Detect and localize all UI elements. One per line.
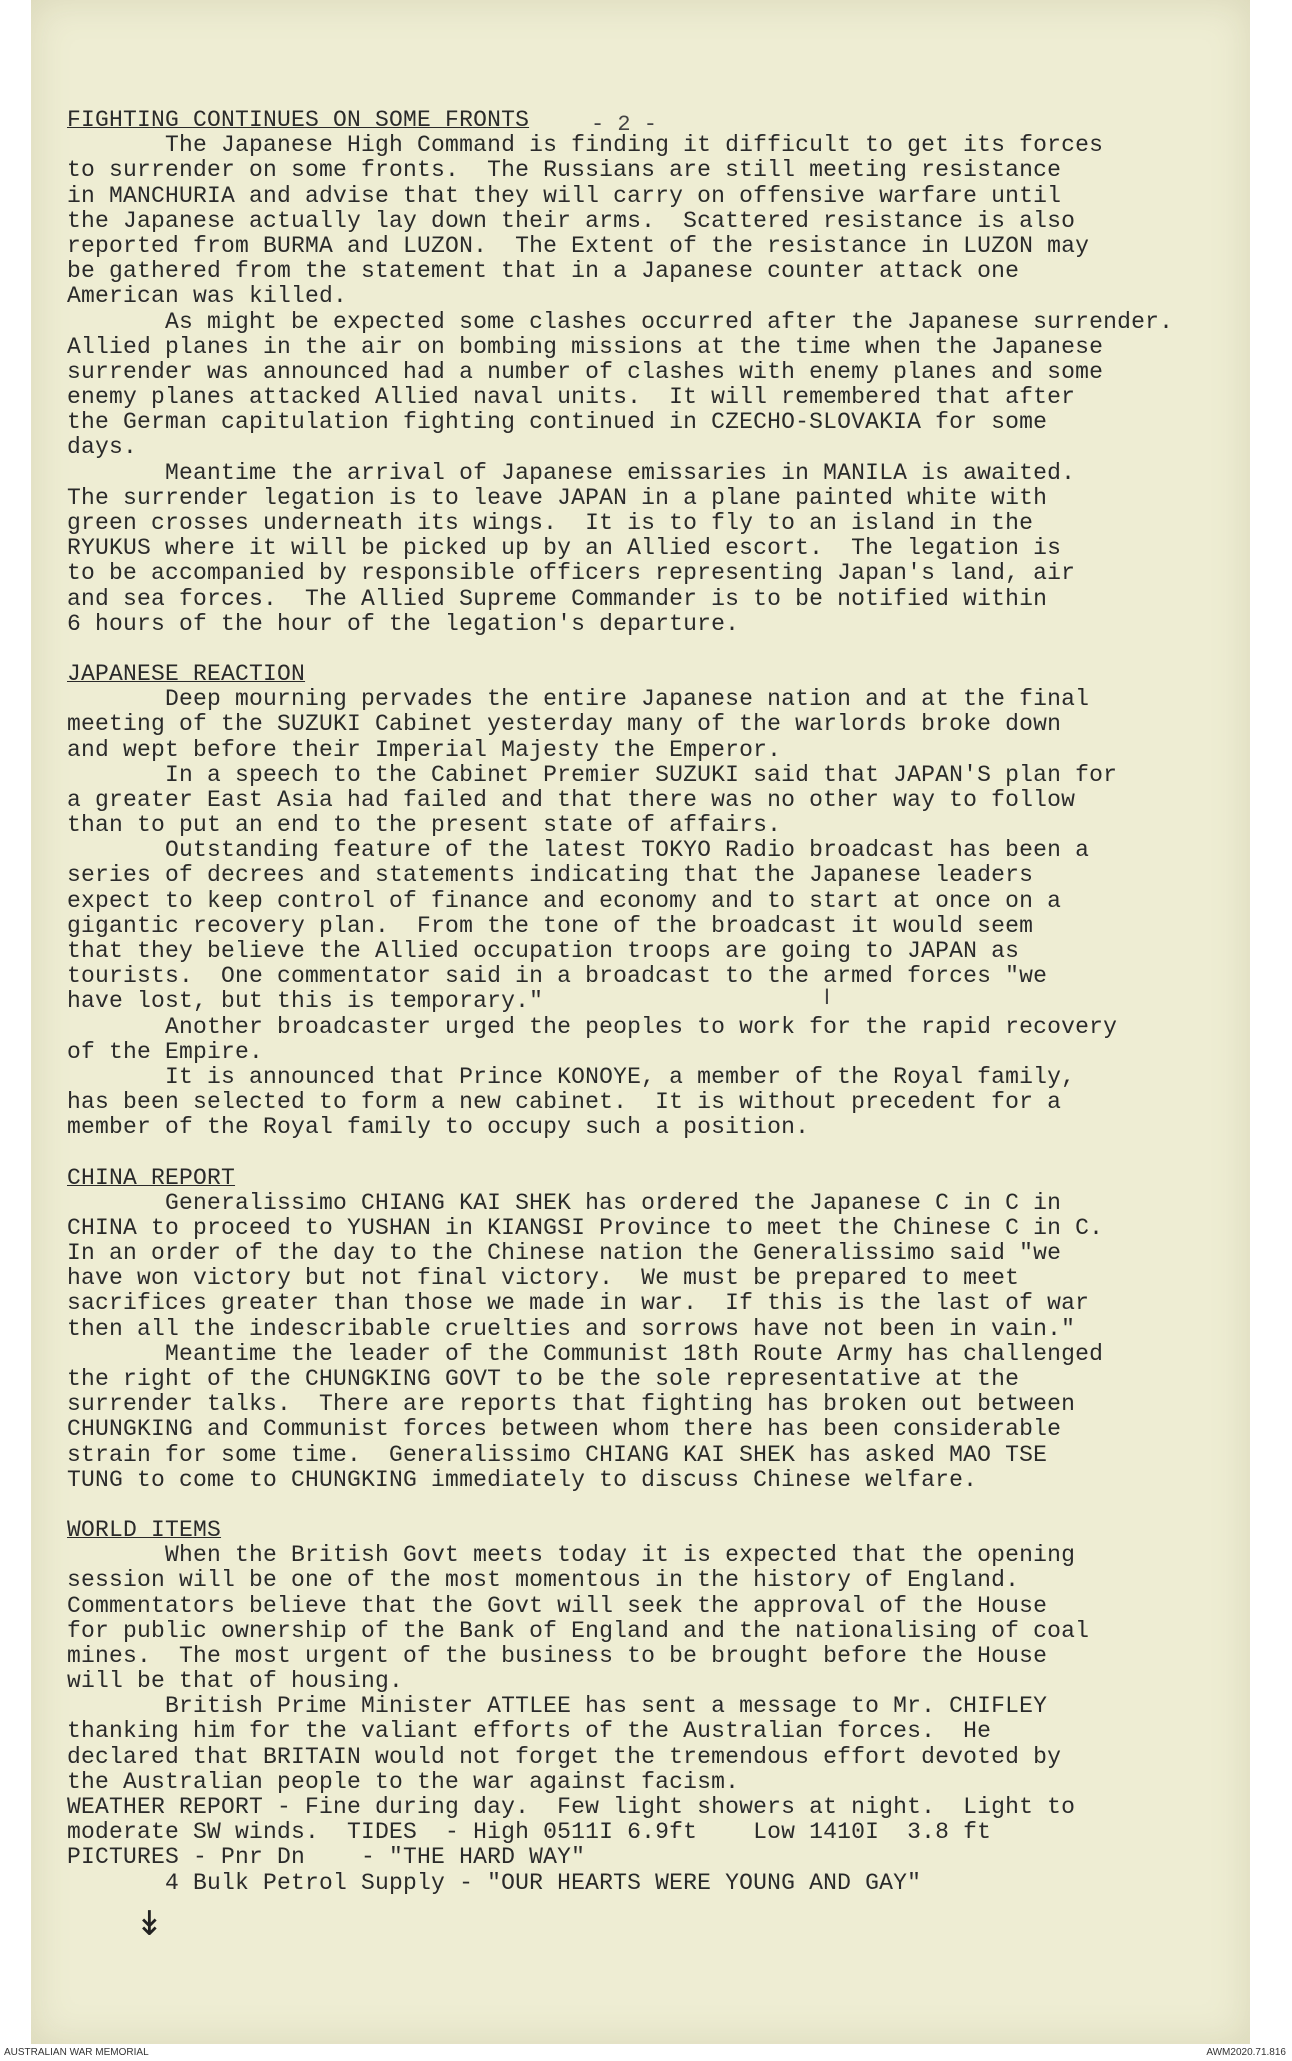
section-text (67, 1191, 1217, 1493)
text-line: As might be expected some clashes occurred after the Japanese surrender. (67, 308, 1174, 335)
section-heading: FIGHTING CONTINUES ON SOME FRONTS (67, 107, 530, 133)
spacer (67, 1141, 1217, 1166)
archive-name: AUSTRALIAN WAR MEMORIAL (4, 2047, 149, 2058)
section-heading: CHINA REPORT (67, 1164, 236, 1191)
text-line: the right of the CHUNGKING GOVT to be the sole representative at the (67, 1366, 1020, 1392)
text-line: sacrifices greater than those we made in war. If this is the last of war (67, 1290, 1090, 1317)
text-line: In an order of the day to the Chinese nation the Generalissimo said "we (67, 1240, 1062, 1267)
text-line: days. (67, 434, 138, 461)
archive-reference: AWM2020.71.816 (1206, 2047, 1286, 2058)
text-line: and wept before their Imperial Majesty the Emperor. (67, 736, 782, 763)
text-line: declared that BRITAIN would not forget the tremendous effort devoted by (67, 1743, 1062, 1770)
text-line: have lost, but this is temporary." (67, 988, 544, 1015)
text-line: Allied planes in the air on bombing missions at the time when the Japanese (67, 333, 1104, 360)
text-line: TUNG to come to CHUNGKING immediately to discuss Chinese welfare. (67, 1466, 978, 1493)
text-line: for public ownership of the Bank of England and the nationalising of coal (67, 1617, 1090, 1644)
text-line: 4 Bulk Petrol Supply - "OUR HEARTS WERE YOUNG AND GAY" (67, 1869, 922, 1896)
text-line: a greater East Asia had failed and that there was no other way to follow (67, 786, 1076, 813)
text-line: PICTURES - Pnr Dn - "THE HARD WAY" (67, 1844, 586, 1871)
text-line: The surrender legation is to leave JAPAN in a plane painted white with (67, 484, 1048, 511)
text-line: It is announced that Prince KONOYE, a member of the Royal family, (67, 1063, 1076, 1090)
text-line: British Prime Minister ATTLEE has sent a message to Mr. CHIFLEY (67, 1693, 1048, 1720)
text-line: When the British Govt meets today it is expected that the opening (67, 1542, 1076, 1569)
text-line: meeting of the SUZUKI Cabinet yesterday many of the warlords broke down (67, 711, 1062, 738)
text-line: reported from BURMA and LUZON. The Extent of the resistance in LUZON may (67, 232, 1090, 259)
text-line: Commentators believe that the Govt will seek the approval of the House (67, 1592, 1048, 1619)
text-line: Meantime the arrival of Japanese emissaries in MANILA is awaited. (67, 459, 1076, 486)
text-line: Generalissimo CHIANG KAI SHEK has ordered the Japanese C in C in (67, 1189, 1062, 1216)
text-line: series of decrees and statements indicating that the Japanese leaders (67, 862, 1034, 889)
section-world-items (67, 1518, 1217, 1896)
page-number: - 2 - (591, 112, 658, 137)
text-line: will be that of housing. (67, 1668, 404, 1695)
section-text (67, 133, 1217, 637)
text-line: and sea forces. The Allied Supreme Commander is to be notified within (67, 585, 1048, 612)
section-text (67, 1543, 1217, 1896)
text-line: to surrender on some fronts. The Russians are still meeting resistance (67, 157, 1062, 184)
section-heading: WORLD ITEMS (67, 1516, 222, 1543)
text-line: has been selected to form a new cabinet. It is without precedent for a (67, 1089, 1062, 1116)
text-line: RYUKUS where it will be picked up by an Allied escort. The legation is (67, 535, 1062, 562)
section-china-report (67, 1166, 1217, 1493)
text-line: the German capitulation fighting continued in CZECHO-SLOVAKIA for some (67, 409, 1048, 436)
section-japanese-reaction (67, 662, 1217, 1141)
text-line: Deep mourning pervades the entire Japanese nation and at the final (67, 686, 1090, 713)
text-line: thanking him for the valiant efforts of the Australian forces. He (67, 1718, 992, 1745)
text-line: be gathered from the statement that in a Japanese counter attack one (67, 258, 1020, 285)
spacer (67, 637, 1217, 662)
text-line: CHINA to proceed to YUSHAN in KIANGSI Province to meet the Chinese C in C. (67, 1214, 1104, 1241)
text-line: moderate SW winds. TIDES - High 0511I 6.9ft Low 1410I 3.8 ft (67, 1819, 992, 1846)
section-text (67, 687, 1217, 1140)
document-sheet (31, 0, 1250, 2044)
text-line: strain for some time. Generalissimo CHIANG KAI SHEK has asked MAO TSE (67, 1441, 1048, 1468)
text-line: have won victory but not final victory. We must be prepared to meet (67, 1265, 1020, 1292)
text-line: member of the Royal family to occupy such a position. (67, 1114, 810, 1141)
text-line: session will be one of the most momentous in the history of England. (67, 1567, 1020, 1594)
text-line: In a speech to the Cabinet Premier SUZUKI said that JAPAN'S plan for (67, 761, 1118, 788)
spacer (67, 1493, 1217, 1518)
text-line: green crosses underneath its wings. It is to fly to an island in the (67, 510, 1034, 536)
text-line: then all the indescribable cruelties and sorrows have not been in vain." (67, 1315, 1076, 1342)
text-line: the Australian people to the war against facism. (67, 1768, 740, 1795)
text-line: Another broadcaster urged the peoples to work for the rapid recovery (67, 1013, 1118, 1040)
text-line: to be accompanied by responsible officers representing Japan's land, air (67, 560, 1076, 587)
text-line: 6 hours of the hour of the legation's departure. (67, 610, 740, 637)
text-line: in MANCHURIA and advise that they will carry on offensive warfare until (67, 182, 1062, 209)
text-line: enemy planes attacked Allied naval units. It will remembered that after (67, 384, 1076, 411)
text-line: WEATHER REPORT - Fine during day. Few light showers at night. Light to (67, 1794, 1076, 1820)
archive-footer (0, 2044, 1292, 2061)
hand-drawn-arrow-icon: ↡ (135, 1904, 164, 1944)
text-line: The Japanese High Command is finding it difficult to get its forces (67, 132, 1104, 159)
text-line: tourists. One commentator said in a broadcast to the armed forces "we (67, 963, 1048, 990)
text-line: American was killed. (67, 283, 348, 310)
text-line: the Japanese actually lay down their arms. Scattered resistance is also (67, 207, 1076, 234)
text-line: gigantic recovery plan. From the tone of the broadcast it would seem (67, 912, 1034, 939)
document-body (67, 108, 1217, 1896)
text-line: Outstanding feature of the latest TOKYO Radio broadcast has been a (67, 837, 1090, 864)
text-line: mines. The most urgent of the business to be brought before the House (67, 1642, 1048, 1669)
text-line: surrender was announced had a number of clashes with enemy planes and some (67, 358, 1104, 385)
pencil-tick-mark: ╵ (819, 990, 835, 1020)
text-line: that they believe the Allied occupation troops are going to JAPAN as (67, 938, 1020, 964)
section-heading: JAPANESE REACTION (67, 660, 306, 687)
text-line: of the Empire. (67, 1038, 264, 1065)
text-line: than to put an end to the present state of affairs. (67, 812, 782, 839)
section-fighting (67, 108, 1217, 637)
text-line: Meantime the leader of the Communist 18th Route Army has challenged (67, 1340, 1104, 1367)
text-line: expect to keep control of finance and economy and to start at once on a (67, 887, 1062, 914)
text-line: surrender talks. There are reports that fighting has broken out between (67, 1391, 1076, 1418)
text-line: CHUNGKING and Communist forces between whom there has been considerable (67, 1416, 1062, 1443)
